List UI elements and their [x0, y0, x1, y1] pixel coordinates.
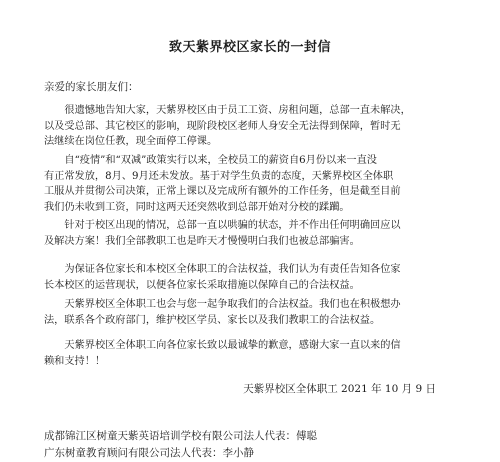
- paragraph-line: 天紫界校区全体职工向各位家长致以最诚挚的歉意，感谢大家一直以来的信: [64, 340, 401, 351]
- paragraph-line: 以及受总部、其它校区的影响，现阶段校区老师人身安全无法得到保障，暂时无: [44, 120, 401, 132]
- paragraph-line: 法继续在岗位任教，现全面停工停课。: [44, 136, 218, 148]
- paragraph-3: [44, 218, 464, 249]
- paragraph-line: 我们仍未收到工资，同时这两天还突然收到总部开始对分校的蹂躏。: [44, 201, 350, 213]
- paragraph-line: 赖和支持！！: [44, 355, 106, 367]
- paragraph-line: 自“疫情”和“双减”政策实行以来，全校员工的薪资自6月份以来一直没: [64, 155, 377, 166]
- paragraph-2: [44, 153, 464, 215]
- paragraph-line: 很遗憾地告知大家，天紫界校区由于员工工资、房租问题，总部一直未解决，: [64, 105, 411, 116]
- paragraph-line: 为保证各位家长和本校区全体职工的合法权益，我们认为有责任告知各位家: [64, 264, 401, 275]
- paragraph-6: [44, 338, 464, 369]
- paragraph-line: 工服从并贯彻公司决策，正常上课以及完成所有额外的工作任务，但是截至目前: [44, 186, 401, 198]
- paragraph-4: [44, 262, 464, 293]
- paragraph-line: 有正常发放，8月、9月还未发放。基于对学生负责的态度，天紫界校区全体职: [44, 170, 394, 182]
- paragraph-5: [44, 297, 464, 328]
- footer-line: 广东树童教育顾问有限公司法人代表：李小静: [44, 447, 254, 459]
- footer-line: 成都锦江区树童天紫英语培训学校有限公司法人代表：傅聪: [44, 430, 317, 442]
- paragraph-1: [44, 103, 464, 150]
- paragraph-line: 及解决方案！我们全部教职工也是昨天才慢慢明白我们也被总部骗害。: [44, 235, 360, 247]
- letter-greeting: 亲爱的家长朋友们：: [44, 81, 139, 93]
- paragraph-line: 针对于校区出现的情况，总部一直以哄骗的状态，并不作出任何明确回应以: [64, 220, 401, 231]
- paragraph-line: 天紫界校区全体职工也会与您一起争取我们的合法权益。我们也在积极想办: [64, 299, 401, 310]
- paragraph-line: 长本校区的运营现状，以便各位家长采取措施以保障自己的合法权益。: [44, 279, 360, 291]
- letter-signature: 天紫界校区全体职工 2021 年 10 月 9 日: [243, 383, 436, 395]
- letter-title: 致天紫界校区家长的一封信: [168, 40, 331, 55]
- paragraph-line: 法，联系各个政府部门，维护校区学员、家长以及我们教职工的合法权益。: [44, 314, 381, 326]
